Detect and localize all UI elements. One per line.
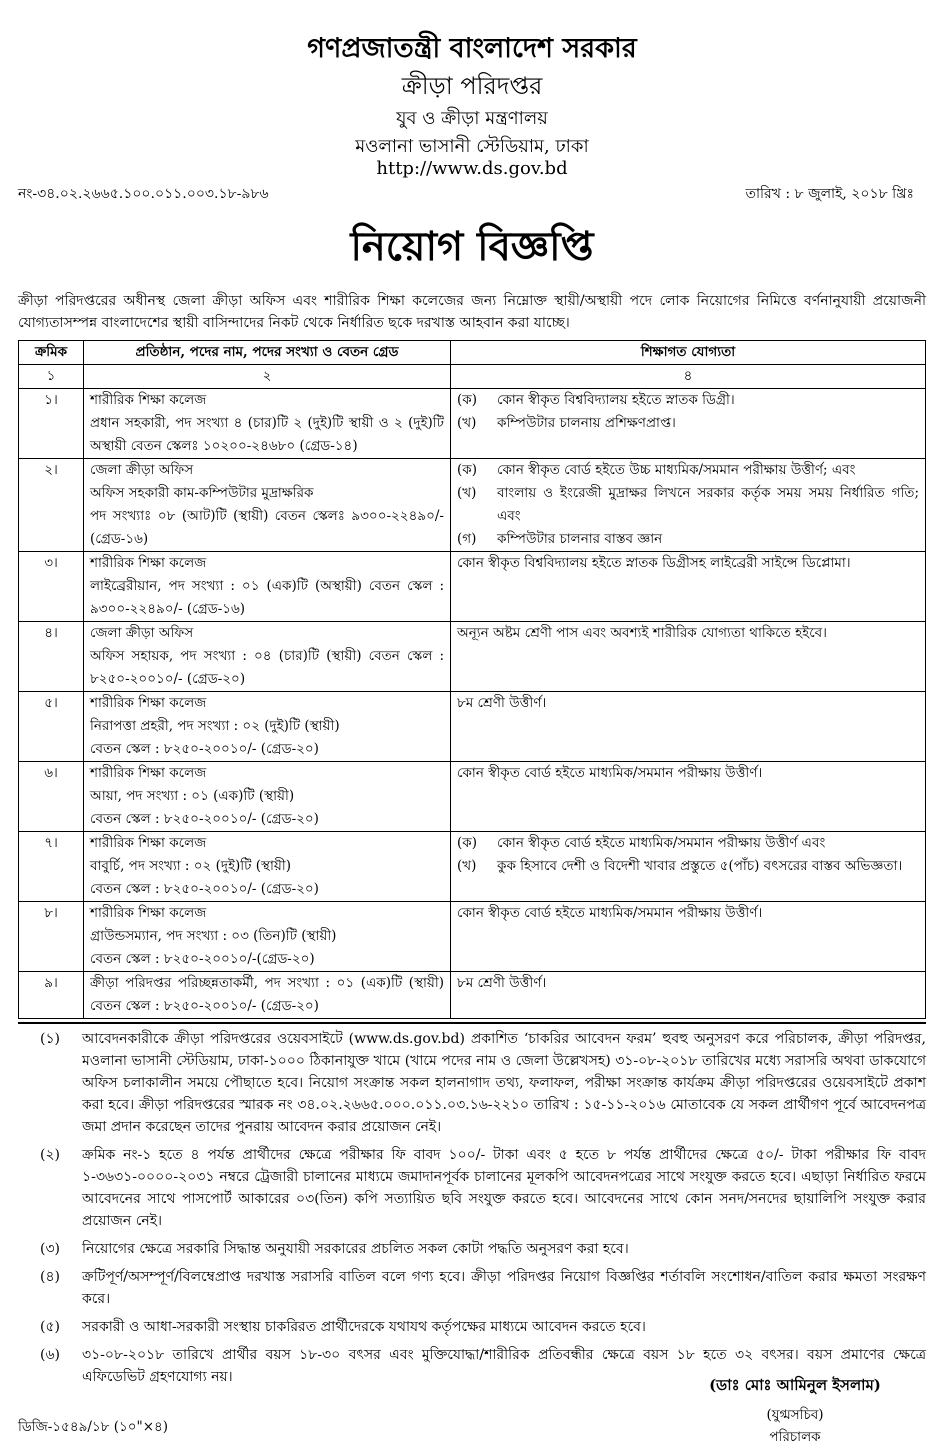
term-text: নিয়োগের ক্ষেত্রে সরকারি সিদ্ধান্ত অনুযায়ী সরকারের প্রচলিত সকল কোটা পদ্ধতি অনুসরণ করা হবে। bbox=[82, 1241, 629, 1257]
post-detail-line: বেতন স্কেল : ৮২৫০-২০০১০/- (গ্রেড-২০) bbox=[90, 881, 319, 897]
row-qualifications bbox=[451, 832, 926, 902]
qualification-text: কুক হিসাবে দেশী ও বিদেশী খাবার প্রস্তুতে ৫(পাঁচ) বৎসরের বাস্তব অভিজ্ঞতা। bbox=[497, 858, 903, 874]
post-detail-line: বেতন স্কেল : ৮২৫০-২০০১০/- (গ্রেড-২০) bbox=[90, 811, 319, 827]
post-detail-line: জেলা ক্রীড়া অফিস bbox=[90, 462, 194, 478]
memo-date: তারিখ : ৮ জুলাই, ২০১৮ খ্রিঃ bbox=[745, 186, 914, 202]
post-detail-line: অফিস সহায়ক, পদ সংখ্যা : ০৪ (চার)টি (স্থায়ী) বেতন স্কেল : ৮২৫০-২০০১০/- (গ্রেড-২০) bbox=[90, 648, 444, 687]
qualification-item bbox=[457, 412, 919, 435]
row-post-details bbox=[84, 972, 451, 1019]
qualification-label: (ক) bbox=[457, 462, 477, 478]
term-item bbox=[18, 1238, 926, 1260]
term-item bbox=[18, 1144, 926, 1232]
col-number: ২ bbox=[84, 365, 451, 389]
row-serial: ৫। bbox=[19, 692, 84, 762]
row-serial: ১। bbox=[19, 389, 84, 459]
column-number-row bbox=[19, 365, 926, 389]
publication-code: ডিজি-১৫৪৯/১৮ (১০"×৪) bbox=[18, 1419, 169, 1435]
qualification-text: ৮ম শ্রেণী উত্তীর্ণ। bbox=[457, 695, 547, 711]
term-text: ক্রটিপূর্ণ/অসম্পূর্ণ/বিলম্বেপ্রাপ্ত দরখাস্ত সরাসরি বাতিল বলে গণ্য হবে। ক্রীড়া পরিদপ্তর নিয়োগ বিজ্ঞপ্তির শর্তাবলি সংশোধন/বাতিল করার ক্ষমতা সংরক্ষণ করে। bbox=[82, 1269, 926, 1307]
government-name: গণপ্রজাতন্ত্রী বাংলাদেশ সরকার bbox=[307, 33, 637, 64]
table-row bbox=[19, 902, 926, 972]
qualification-item bbox=[457, 832, 919, 855]
qualification-text: কোন স্বীকৃত বোর্ড হইতে মাধ্যমিক/সমমান পরীক্ষায় উত্তীর্ণ। bbox=[457, 765, 763, 781]
table-row bbox=[19, 762, 926, 832]
office-address: মওলানা ভাসানী স্টেডিয়াম, ঢাকা bbox=[355, 136, 589, 157]
post-detail-line: জেলা ক্রীড়া অফিস bbox=[90, 625, 194, 641]
qualification-label: (ক) bbox=[457, 392, 477, 408]
signatory-title: পরিচালক bbox=[769, 1429, 821, 1445]
post-detail-line: ক্রীড়া পরিদপ্তর পরিচ্ছন্নতাকর্মী, পদ সংখ্যা : ০১ (এক)টি (স্থায়ী) বেতন স্কেল : ৮২৫০-২০০১০/- (গ্রেড-২০) bbox=[90, 975, 444, 1014]
row-qualifications bbox=[451, 622, 926, 692]
qualification-text: ৮ম শ্রেণী উত্তীর্ণ। bbox=[457, 975, 547, 991]
post-detail-line: পদ সংখ্যাঃ ০৮ (আট)টি (স্থায়ী) বেতন স্কেলঃ ৯৩০০-২২৪৯০/- (গ্রেড-১৬) bbox=[90, 508, 444, 547]
term-number: (৬) bbox=[39, 1347, 61, 1363]
row-post-details bbox=[84, 459, 451, 552]
post-detail-line: শারীরিক শিক্ষা কলেজ bbox=[90, 695, 207, 711]
memo-ref-number: নং-৩৪.০২.২৬৬৫.১০০.০১১.০০৩.১৮-৯৮৬ bbox=[18, 186, 269, 202]
table-row bbox=[19, 622, 926, 692]
qualification-item bbox=[457, 972, 919, 995]
qualification-text: কোন স্বীকৃত বিশ্ববিদ্যালয় হইতে স্নাতক ডিগ্রীসহ লাইব্রেরী সাইন্সে ডিপ্লোমা। bbox=[457, 555, 851, 571]
post-detail-line: নিরাপত্তা প্রহরী, পদ সংখ্যা : ০২ (দুই)টি (স্থায়ী) bbox=[90, 718, 340, 734]
post-detail-line: বাবুর্চি, পদ সংখ্যা : ০২ (দুই)টি (স্থায়ী) bbox=[90, 858, 291, 874]
qualification-text: কম্পিউটার চালনায় প্রশিক্ষণপ্রাপ্ত। bbox=[497, 415, 676, 431]
table-row bbox=[19, 832, 926, 902]
qualification-label: (খ) bbox=[457, 415, 477, 431]
qualification-text: কোন স্বীকৃত বিশ্ববিদ্যালয় হইতে স্নাতক ডিগ্রী। bbox=[497, 392, 735, 408]
post-detail-line: শারীরিক শিক্ষা কলেজ bbox=[90, 905, 207, 921]
post-detail-line: গ্রাউন্ডসম্যান, পদ সংখ্যা : ০৩ (তিন)টি (স্থায়ী) bbox=[90, 928, 337, 944]
intro-paragraph: ক্রীড়া পরিদপ্তরের অধীনস্থ জেলা ক্রীড়া অফিস এবং শারীরিক শিক্ষা কলেজের জন্য নিম্নোক্ত স্থায়ী/অস্থায়ী পদে লোক নিয়োগের নিমিত্তে বর্ণনানুযায়ী প্রয়োজনী যোগ্যতাসম্পন্ন বাংলাদেশের স্থায়ী বাসিন্দাদের নিকট থেকে নির্ধারিত ছকে দরখাস্ত আহবান করা যাচ্ছে। bbox=[18, 293, 926, 331]
post-detail-line: অফিস সহকারী কাম-কম্পিউটার মুদ্রাক্ষরিক bbox=[90, 485, 314, 501]
col-header-post: প্রতিষ্ঠান, পদের নাম, পদের সংখ্যা ও বেতন গ্রেড bbox=[84, 341, 451, 365]
qualification-text: কম্পিউটার চালনার বাস্তব জ্ঞান bbox=[497, 531, 663, 547]
col-number: ৪ bbox=[451, 365, 926, 389]
post-detail-line: শারীরিক শিক্ষা কলেজ bbox=[90, 765, 207, 781]
qualification-item bbox=[457, 692, 919, 715]
table-row bbox=[19, 389, 926, 459]
col-header-serial: ক্রমিক bbox=[19, 341, 84, 365]
row-qualifications bbox=[451, 389, 926, 459]
qualification-item bbox=[457, 389, 919, 412]
qualification-item bbox=[457, 552, 919, 575]
notice-title: নিয়োগ বিজ্ঞপ্তি bbox=[350, 223, 594, 270]
qualification-item bbox=[457, 622, 919, 645]
signatory-name: (ডাঃ মোঃ আমিনুল ইসলাম) bbox=[709, 1376, 881, 1394]
row-serial: ৬। bbox=[19, 762, 84, 832]
post-detail-line: আয়া, পদ সংখ্যা : ০১ (এক)টি (স্থায়ী) bbox=[90, 788, 295, 804]
table-row bbox=[19, 972, 926, 1019]
row-serial: ৭। bbox=[19, 832, 84, 902]
term-text: ক্রমিক নং-১ হতে ৪ পর্যন্ত প্রার্থীদের ক্ষেত্রে পরীক্ষার ফি বাবদ ১০০/- টাকা এবং ৫ হতে ৮ পর্যন্ত প্রার্থীদের ক্ষেত্রে ৫০/- টাকা পরীক্ষার ফি বাবদ ১-৩৬৩১-০০০০-২০৩১ নম্বরে ট্রেজারী চালানের মাধ্যমে জমাদানপূর্বক চালানের মূলকপি আবেদনপত্রের সাথে সংযুক্ত করতে হবে। এছাড়া নির্ধারিত ফরমে আবেদনের সাথে পাসপোর্ট আকারের ০৩(তিন) কপি সত্যায়িত ছবি সংযুক্ত করতে হবে। আবেদনের সাথে কোন সনদ/সনদের ছায়ালিপি সংযুক্ত করার প্রয়োজন নেই। bbox=[82, 1147, 926, 1229]
qualification-text: কোন স্বীকৃত বোর্ড হইতে উচ্চ মাধ্যমিক/সমমান পরীক্ষায় উত্তীর্ণ; এবং bbox=[497, 462, 856, 478]
qualification-item bbox=[457, 902, 919, 925]
post-detail-line: লাইব্রেরীয়ান, পদ সংখ্যা : ০১ (এক)টি (অস্থায়ী) বেতন স্কেল : ৯৩০০-২২৪৯০/- (গ্রেড-১৬) bbox=[90, 578, 444, 617]
department-name: ক্রীড়া পরিদপ্তর bbox=[401, 72, 543, 100]
qualification-text: বাংলায় ও ইংরেজী মুদ্রাক্ষর লিখনে সরকার কর্তৃক সময় সময় নির্ধারিত গতি; এবং bbox=[497, 485, 919, 524]
row-post-details bbox=[84, 622, 451, 692]
qualification-label: (খ) bbox=[457, 858, 477, 874]
term-text: আবেদনকারীকে ক্রীড়া পরিদপ্তরের ওয়েবসাইটে (www.ds.gov.bd) প্রকাশিত ‘চাকরির আবেদন ফরম’ হুবহু অনুসরণ করে পরিচালক, ক্রীড়া পরিদপ্তর, মওলানা ভাসানী স্টেডিয়াম, ঢাকা-১০০০ ঠিকানাযুক্ত খামে (খামে পদের নাম ও জেলা উল্লেখসহ) ৩১-০৮-২০১৮ তারিখের মধ্যে সরাসরি অথবা ডাকযোগে অফিস চলাকালীন সময়ে পৌছাতে হবে। নিয়োগ সংক্রান্ত সকল হালনাগাদ তথ্য, ফলাফল, পরীক্ষা সংক্রান্ত কার্যক্রম ক্রীড়া পরিদপ্তরের ওয়েবসাইটে প্রকাশ করা হবে। ক্রীড়া পরিদপ্তরের স্মারক নং ৩৪.০২.২৬৬৫.০০০.০১১.০৩.১৬-২২১০ তারিখ : ১৫-১১-২০১৬ মোতাবেক যে সকল প্রার্থীগণ পূর্বে আবেদনপত্র জমা প্রদান করেছেন তাদের পুনরায় আবেদন করার প্রয়োজন নেই। bbox=[82, 1031, 926, 1135]
qualification-item bbox=[457, 855, 919, 878]
row-qualifications bbox=[451, 902, 926, 972]
table-row bbox=[19, 552, 926, 622]
table-row bbox=[19, 692, 926, 762]
qualification-label: (ক) bbox=[457, 835, 477, 851]
qualification-text: অন্যূন অষ্টম শ্রেণী পাস এবং অবশ্যই শারীরিক যোগ্যতা থাকিতে হইবে। bbox=[457, 625, 827, 641]
row-serial: ২। bbox=[19, 459, 84, 552]
vacancy-table bbox=[18, 340, 926, 1019]
qualification-item bbox=[457, 482, 919, 528]
col-header-qualification: শিক্ষাগত যোগ্যতা bbox=[451, 341, 926, 365]
post-detail-line: বেতন স্কেল : ৮২৫০-২০০১০/- (গ্রেড-২০) bbox=[90, 741, 319, 757]
col-number: ১ bbox=[19, 365, 84, 389]
row-post-details bbox=[84, 832, 451, 902]
terms-list bbox=[18, 1022, 926, 1394]
row-post-details bbox=[84, 762, 451, 832]
row-qualifications bbox=[451, 762, 926, 832]
row-serial: ৮। bbox=[19, 902, 84, 972]
table-row bbox=[19, 459, 926, 552]
term-number: (২) bbox=[39, 1147, 61, 1163]
qualification-item bbox=[457, 528, 919, 551]
row-qualifications bbox=[451, 972, 926, 1019]
qualification-label: (খ) bbox=[457, 485, 477, 501]
term-number: (১) bbox=[39, 1031, 60, 1047]
row-serial: ৯। bbox=[19, 972, 84, 1019]
term-item bbox=[18, 1028, 926, 1138]
term-number: (৪) bbox=[39, 1269, 60, 1285]
term-text: সরকারী ও আধা-সরকারী সংস্থায় চাকরিরত প্রার্থীদেরকে যথাযথ কর্তৃপক্ষের মাধ্যমে আবেদন করতে হবে। bbox=[82, 1319, 646, 1335]
qualification-text: কোন স্বীকৃত বোর্ড হইতে মাধ্যমিক/সমমান পরীক্ষায় উত্তীর্ণ এবং bbox=[497, 835, 826, 851]
table-header-row bbox=[19, 341, 926, 365]
post-detail-line: প্রধান সহকারী, পদ সংখ্যা ৪ (চার)টি ২ (দুই)টি স্থায়ী ও ২ (দুই)টি অস্থায়ী বেতন স্কেলঃ ১০২০০-২৪৬৮০ (গ্রেড-১৪) bbox=[90, 415, 444, 454]
term-item bbox=[18, 1266, 926, 1310]
row-post-details bbox=[84, 902, 451, 972]
row-post-details bbox=[84, 552, 451, 622]
ministry-name: যুব ও ক্রীড়া মন্ত্রণালয় bbox=[396, 108, 548, 129]
row-qualifications bbox=[451, 692, 926, 762]
qualification-text: কোন স্বীকৃত বোর্ড হইতে মাধ্যমিক/সমমান পরীক্ষায় উত্তীর্ণ। bbox=[457, 905, 763, 921]
qualification-label: (গ) bbox=[457, 531, 477, 547]
post-detail-line: বেতন স্কেল : ৮২৫০-২০০১০/-(গ্রেড-২০) bbox=[90, 951, 315, 967]
signatory-designation: (যুগ্মসচিব) bbox=[766, 1407, 824, 1423]
row-qualifications bbox=[451, 552, 926, 622]
row-post-details bbox=[84, 389, 451, 459]
row-serial: ৩। bbox=[19, 552, 84, 622]
row-post-details bbox=[84, 692, 451, 762]
term-number: (৫) bbox=[39, 1319, 60, 1335]
website-link[interactable]: http://www.ds.gov.bd bbox=[376, 158, 568, 179]
memo-row bbox=[18, 182, 914, 206]
term-number: (৩) bbox=[39, 1241, 61, 1257]
qualification-item bbox=[457, 762, 919, 785]
post-detail-line: শারীরিক শিক্ষা কলেজ bbox=[90, 392, 207, 408]
post-detail-line: শারীরিক শিক্ষা কলেজ bbox=[90, 835, 207, 851]
post-detail-line: শারীরিক শিক্ষা কলেজ bbox=[90, 555, 207, 571]
qualification-item bbox=[457, 459, 919, 482]
term-item bbox=[18, 1316, 926, 1338]
row-qualifications bbox=[451, 459, 926, 552]
row-serial: ৪। bbox=[19, 622, 84, 692]
term-text: ৩১-০৮-২০১৮ তারিখে প্রার্থীর বয়স ১৮-৩০ বৎসর এবং মুক্তিযোদ্ধা/শারীরিক প্রতিবন্ধীর ক্ষেত্রে বয়স ১৮ হতে ৩২ বৎসর। বয়স প্রমাণের ক্ষেত্রে এফিডেভিট গ্রহণযোগ্য নয়। bbox=[82, 1347, 926, 1385]
